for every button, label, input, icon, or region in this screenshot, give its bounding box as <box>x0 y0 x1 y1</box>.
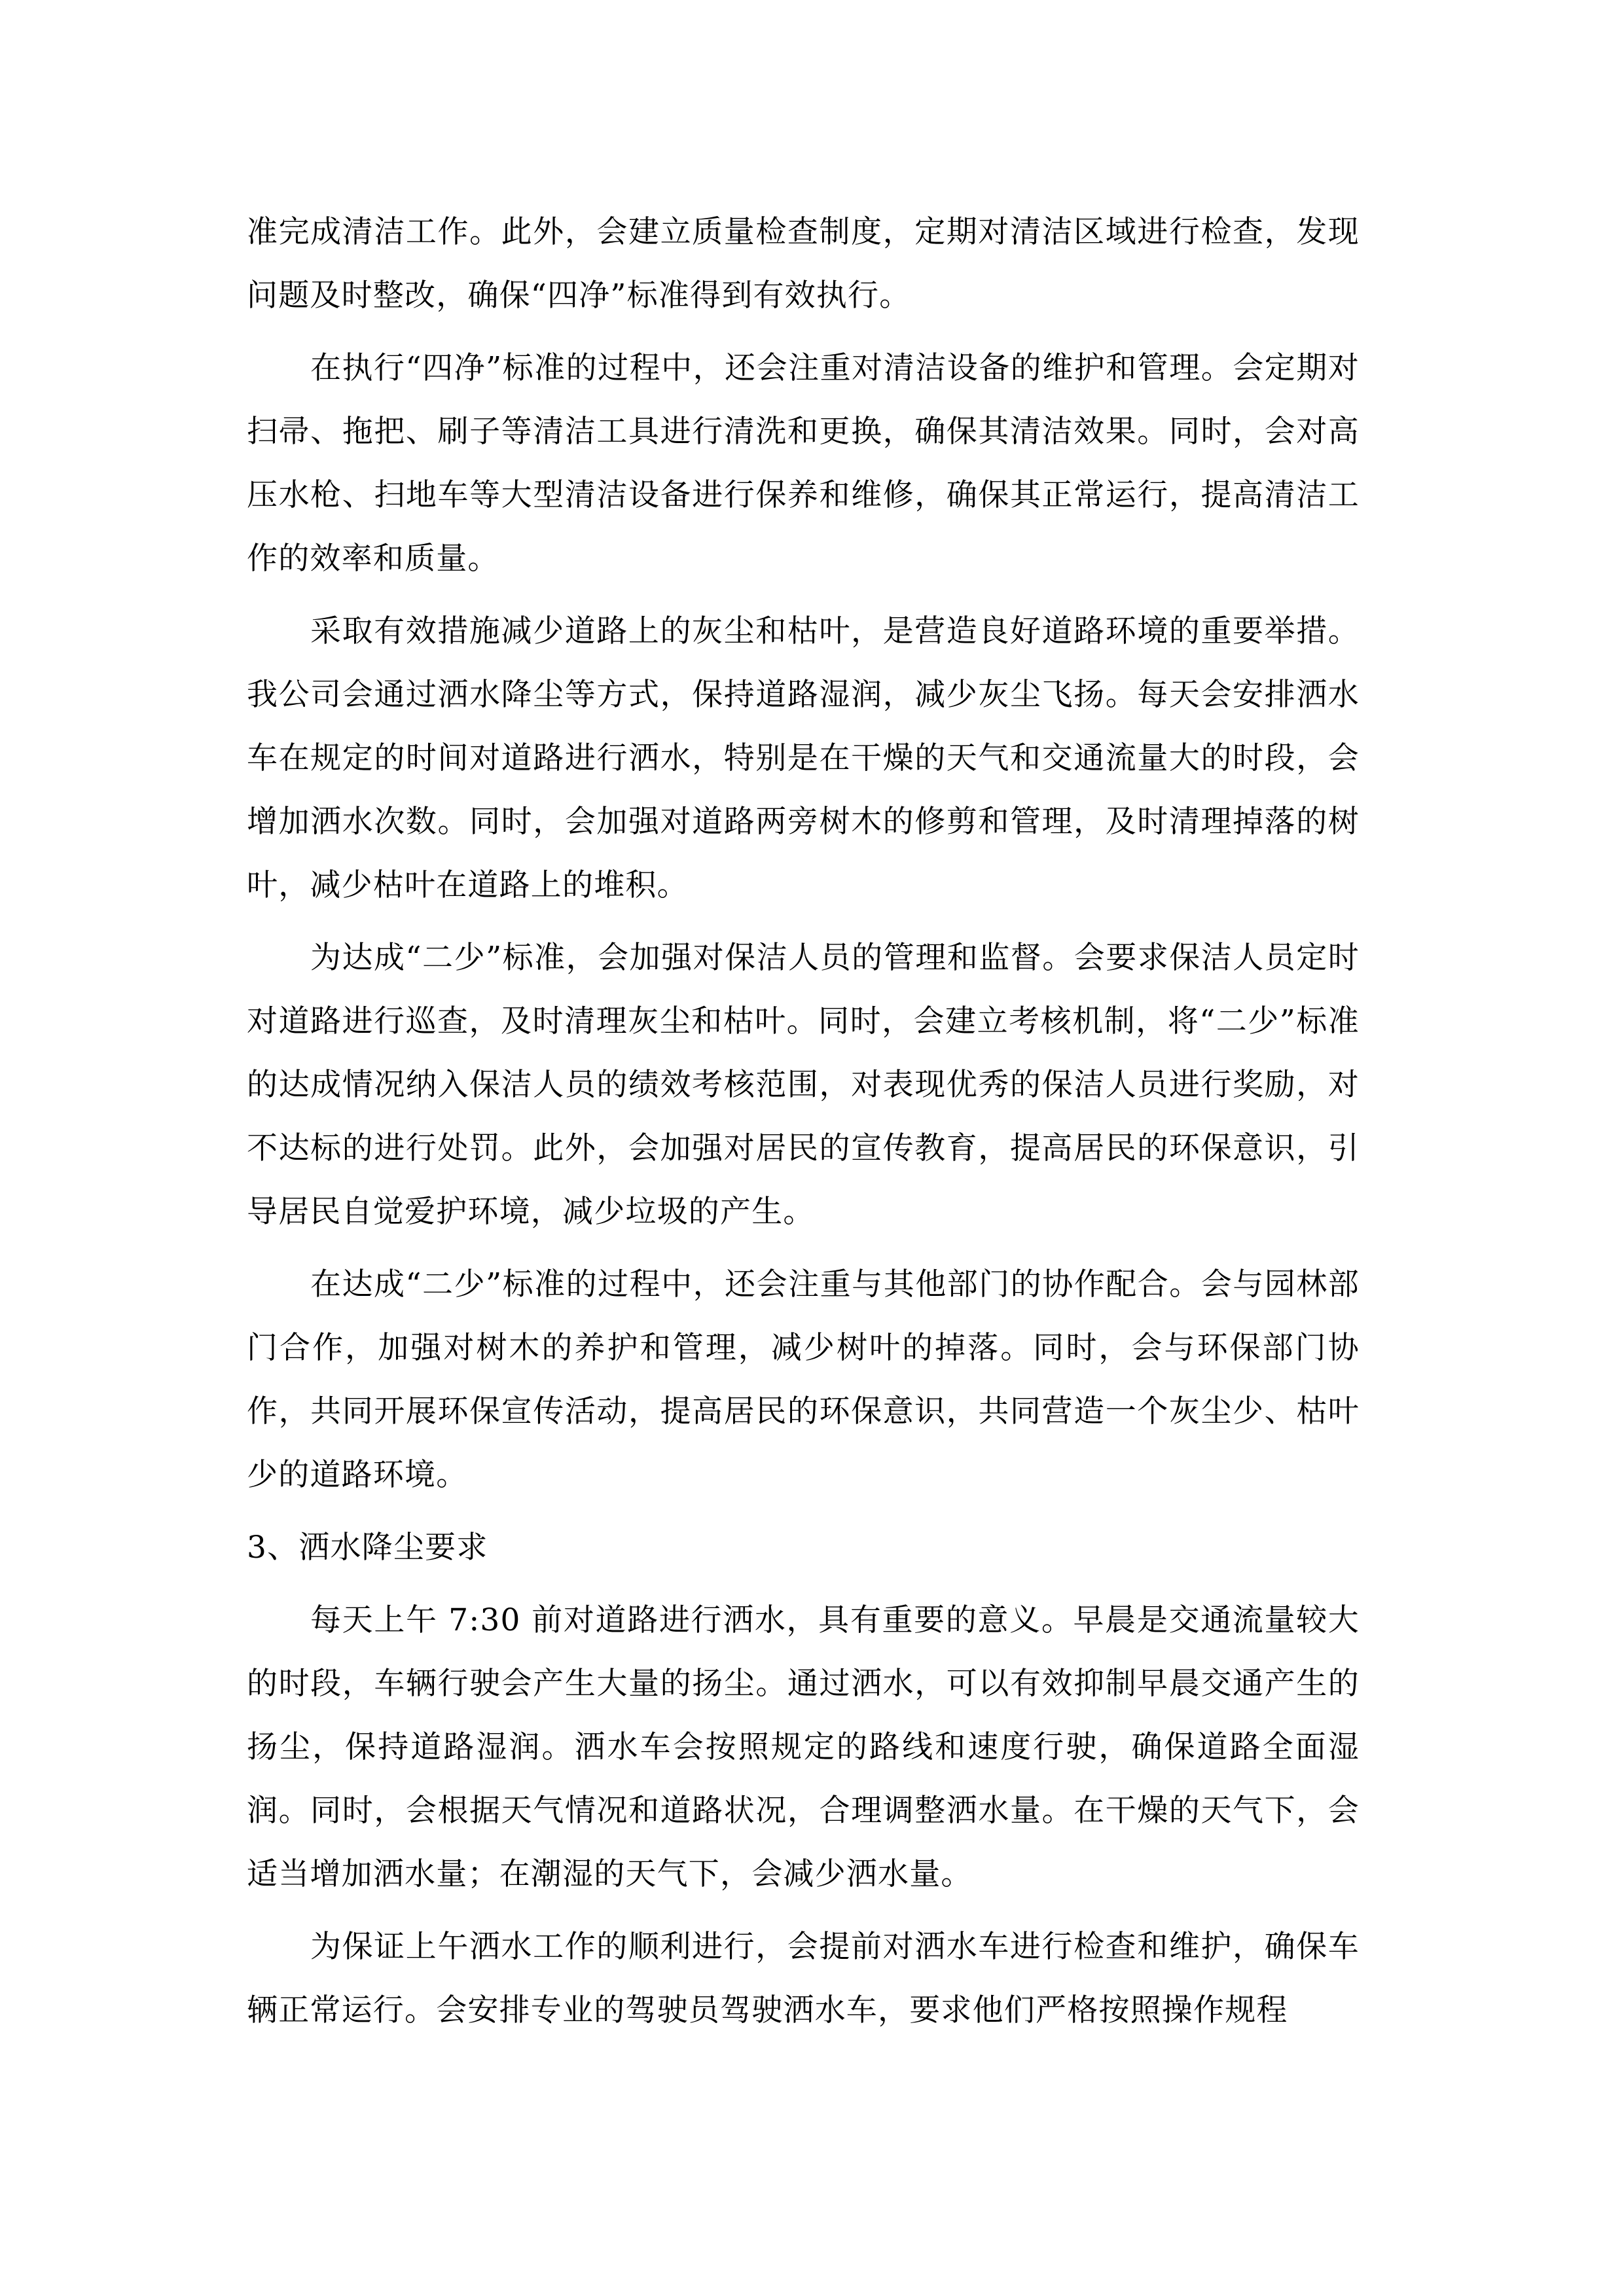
paragraph-equipment-maintenance: 在执行“四净”标准的过程中，还会注重对清洁设备的维护和管理。会定期对扫帚、拖把、刷子等清洁工具进行清洗和更换，确保其清洁效果。同时，会对高压水枪、扫地车等大型清洁设备进行保养和维修，确保其正常运行，提高清洁工作的效率和质量。 <box>247 350 1360 577</box>
paragraph-morning-watering: 每天上午 7:30 前对道路进行洒水，具有重要的意义。早晨是交通流量较大的时段，车辆行驶会产生大量的扬尘。通过洒水，可以有效抑制早晨交通产生的扬尘，保持道路湿润。洒水车会按照规定的路线和速度行驶，确保道路全面湿润。同时，会根据天气情况和道路状况，合理调整洒水量。在干燥的天气下，会适当增加洒水量；在潮湿的天气下，会减少洒水量。 <box>247 1602 1360 1892</box>
section-heading: 3、洒水降尘要求 <box>247 1530 488 1566</box>
paragraph-department-cooperation: 在达成“二少”标准的过程中，还会注重与其他部门的协作配合。会与园林部门合作，加强对树木的养护和管理，减少树叶的掉落。同时，会与环保部门协作，共同开展环保宣传活动，提高居民的环保意识，共同营造一个灰尘少、枯叶少的道路环境。 <box>247 1266 1360 1493</box>
document-page <box>247 200 1360 2051</box>
paragraph-vehicle-preparation: 为保证上午洒水工作的顺利进行，会提前对洒水车进行检查和维护，确保车辆正常运行。会安排专业的驾驶员驾驶洒水车，要求他们严格按照操作规程 <box>247 1929 1360 2028</box>
paragraph-dust-leaf-reduction: 采取有效措施减少道路上的灰尘和枯叶，是营造良好道路环境的重要举措。我公司会通过洒水降尘等方式，保持道路湿润，减少灰尘飞扬。每天会安排洒水车在规定的时间对道路进行洒水，特别是在干燥的天气和交通流量大的时段，会增加洒水次数。同时，会加强对道路两旁树木的修剪和管理，及时清理掉落的树叶，减少枯叶在道路上的堆积。 <box>247 613 1360 903</box>
paragraph-staff-management: 为达成“二少”标准，会加强对保洁人员的管理和监督。会要求保洁人员定时对道路进行巡查，及时清理灰尘和枯叶。同时，会建立考核机制，将“二少”标准的达成情况纳入保洁人员的绩效考核范围，对表现优秀的保洁人员进行奖励，对不达标的进行处罚。此外，会加强对居民的宣传教育，提高居民的环保意识，引导居民自觉爱护环境，减少垃圾的产生。 <box>247 940 1360 1230</box>
paragraph-continuation: 准完成清洁工作。此外，会建立质量检查制度，定期对清洁区域进行检查，发现问题及时整改，确保“四净”标准得到有效执行。 <box>247 214 1360 314</box>
